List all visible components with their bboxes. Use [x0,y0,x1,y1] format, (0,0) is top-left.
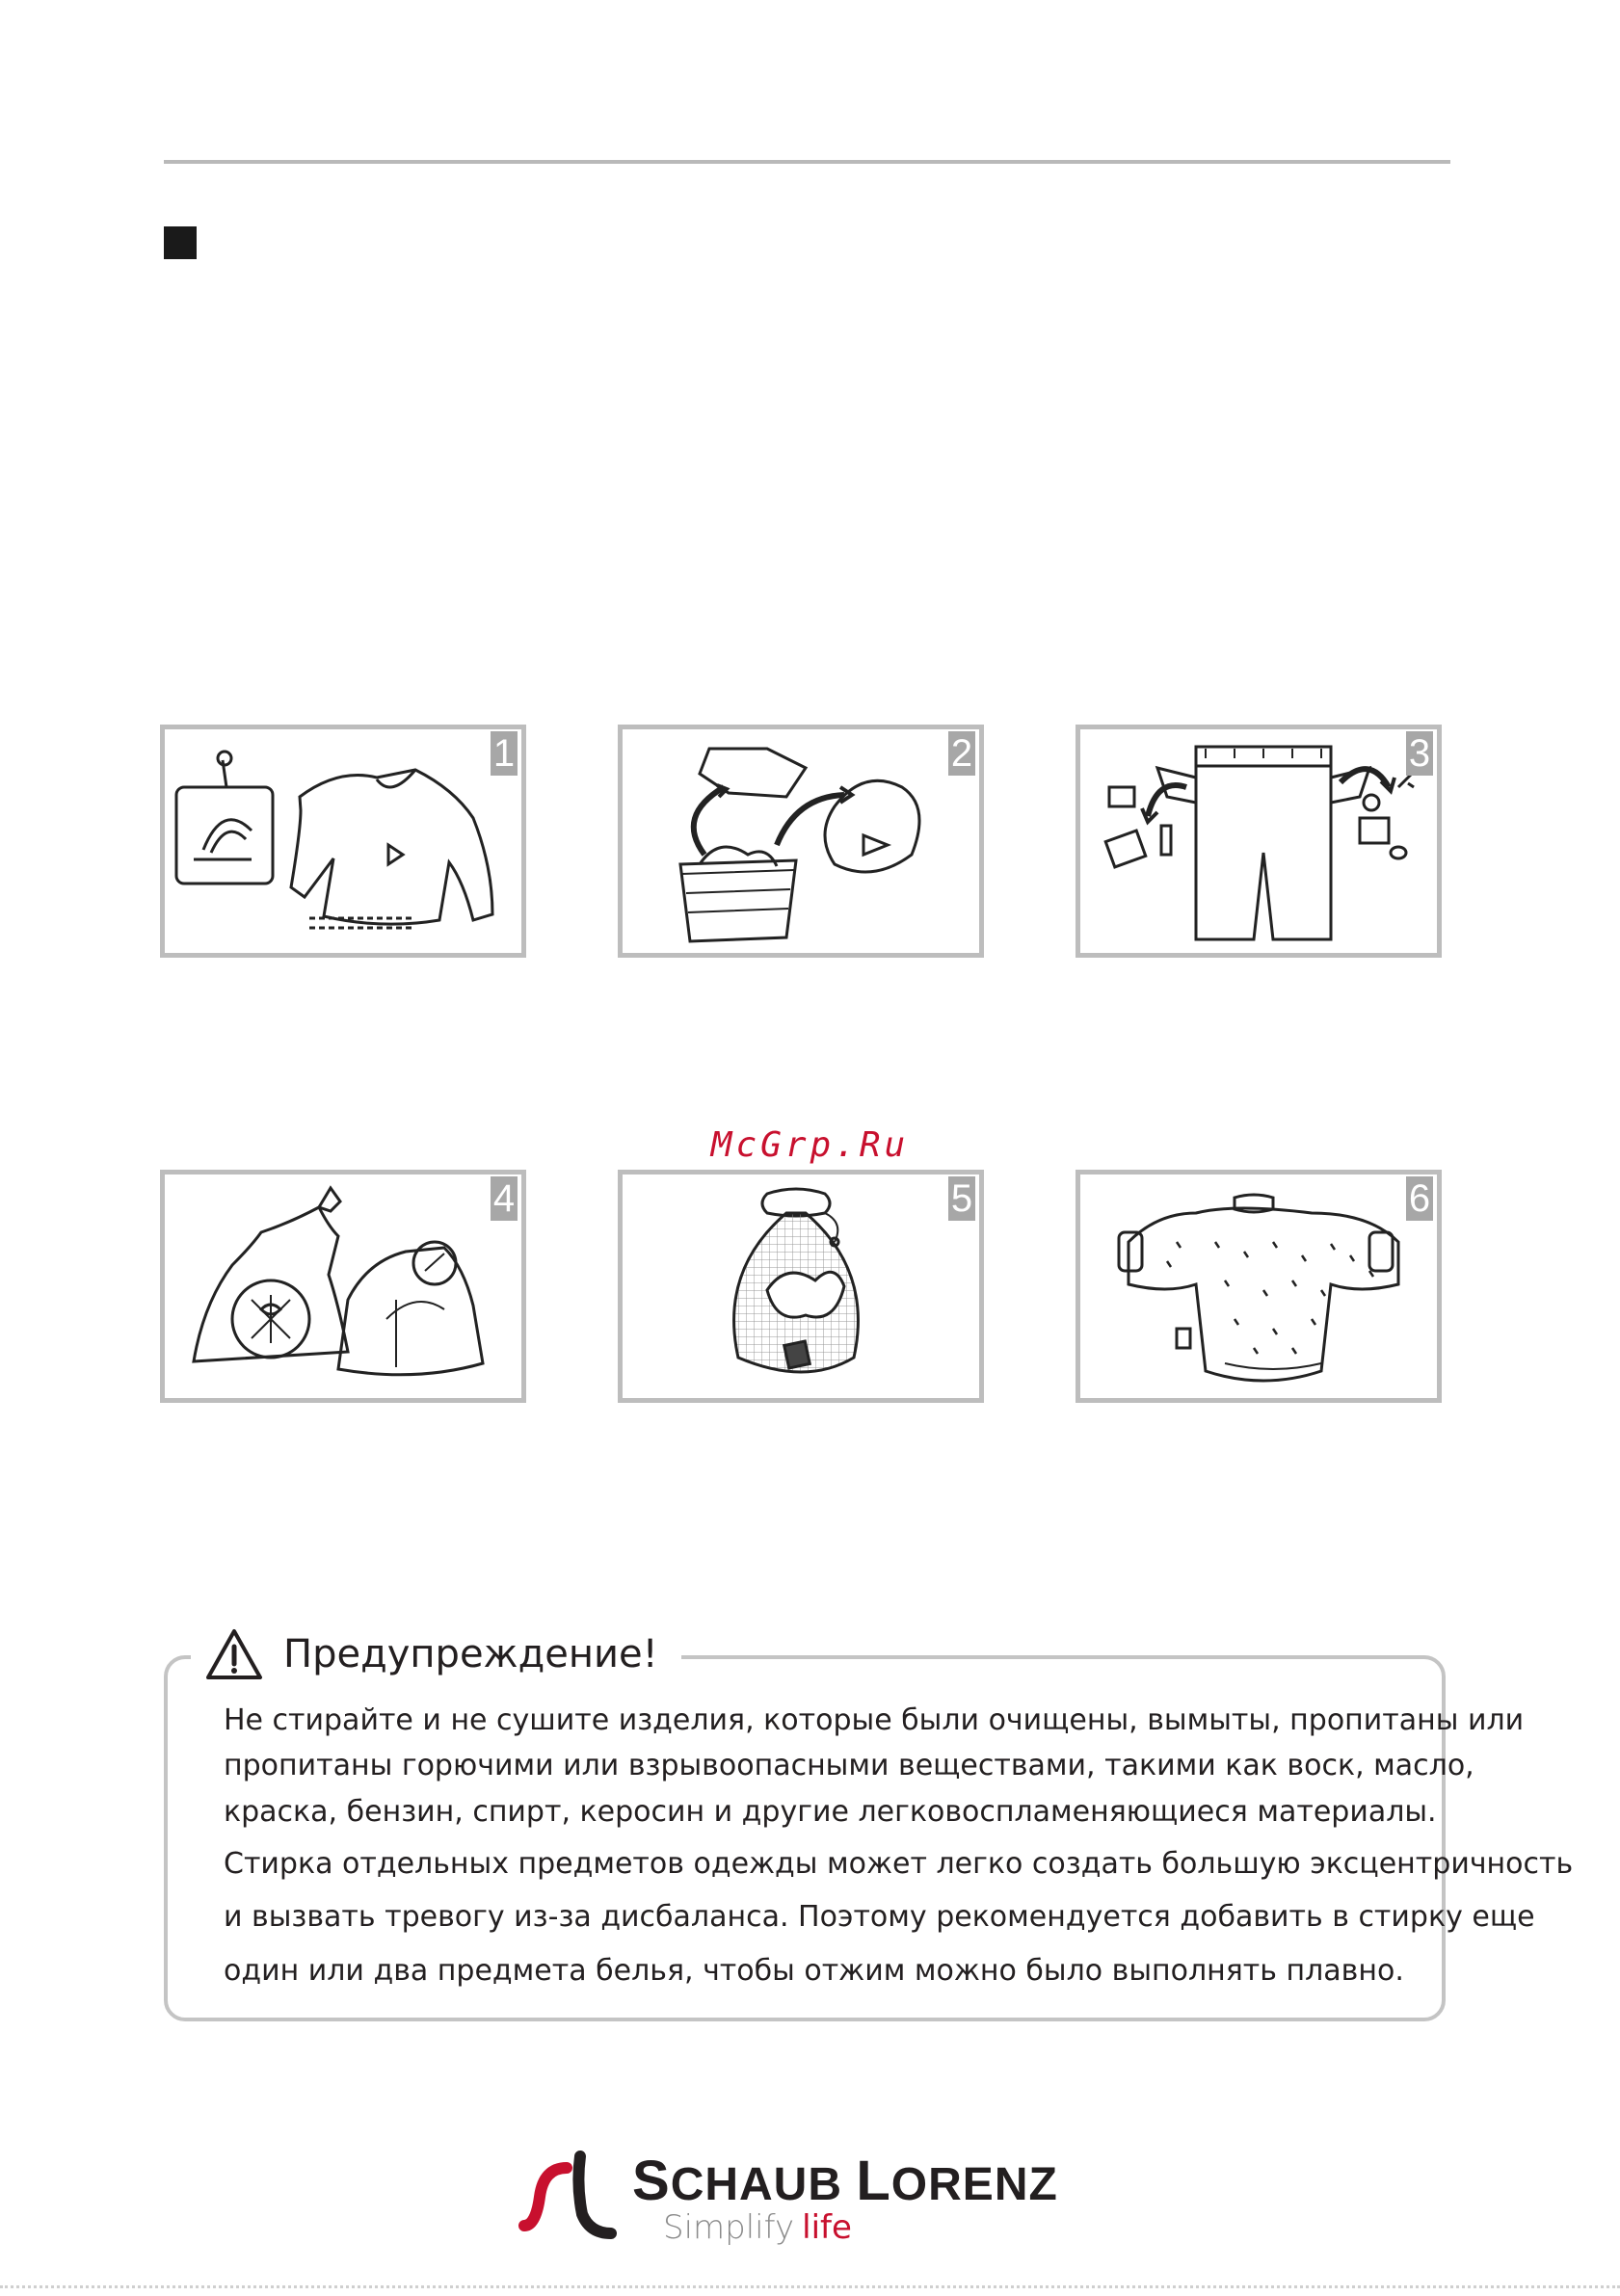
panel-number-4: 4 [491,1176,518,1221]
illustration-panel-2 [618,725,984,958]
turn-inside-out-sweater-icon [1080,1174,1437,1398]
illustration-panel-6 [1076,1170,1442,1403]
bottom-dotted-divider [0,2285,1620,2288]
warning-triangle-icon [204,1627,264,1681]
panel-number-6: 6 [1406,1176,1433,1221]
top-divider [164,160,1450,164]
warning-line-4: Стирка отдельных предметов одежды может легко создать большую эксцентричность [224,1847,1574,1881]
section-marker-square [164,226,197,259]
sorting-laundry-basket-icon [623,729,979,953]
illustration-panel-4 [160,1170,526,1403]
schaub-lorenz-mark-icon [518,2147,634,2243]
illustration-panel-5 [618,1170,984,1403]
panel-number-5: 5 [948,1176,975,1221]
warning-header [191,1621,681,1688]
warning-line-1: Не стирайте и не сушите изделия, которые были очищены, вымыты, пропитаны или [224,1703,1525,1737]
warning-title: Предупреждение! [283,1632,658,1676]
warning-line-2: пропитаны горючими или взрывоопасными веществами, такими как воск, масло, [224,1749,1474,1782]
watermark-text: McGrp.Ru [710,1125,910,1165]
panel-number-1: 1 [491,731,518,776]
warning-line-5: и вызвать тревогу из-за дисбаланса. Поэтому рекомендуется добавить в стирку еще [224,1900,1535,1934]
sweater-with-care-label-icon [165,729,521,953]
tie-and-zip-garments-icon [165,1174,521,1398]
brand-tagline: Simplify life [663,2208,852,2247]
warning-line-6: один или два предмета белья, чтобы отжим можно было выполнять плавно. [224,1954,1404,1988]
empty-pockets-icon [1080,729,1437,953]
illustration-panel-3 [1076,725,1442,958]
panel-number-2: 2 [948,731,975,776]
brand-logo [518,2147,1058,2255]
warning-line-3: краска, бензин, спирт, керосин и другие легковоспламеняющиеся материалы. [224,1795,1437,1829]
panel-number-3: 3 [1406,731,1433,776]
laundry-net-bag-icon [623,1174,979,1398]
brand-name: SCHAUB LORENZ [632,2150,1058,2212]
illustration-panel-1 [160,725,526,958]
